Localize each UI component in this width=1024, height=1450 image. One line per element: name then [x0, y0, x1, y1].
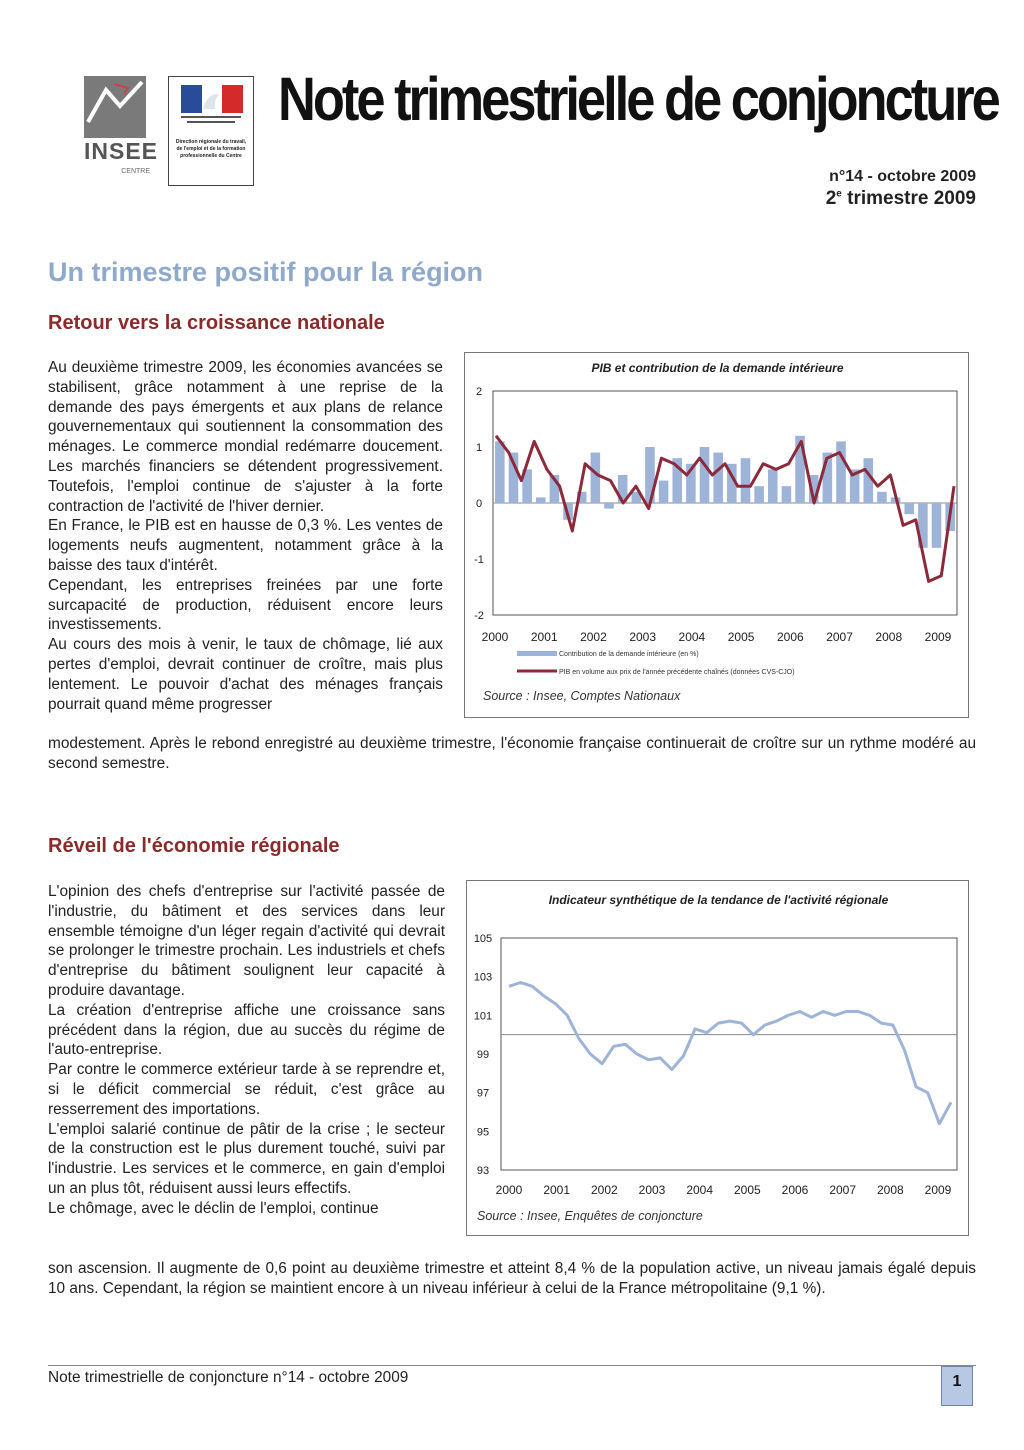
section-heading-croissance-nationale: Retour vers la croissance nationale [48, 312, 385, 334]
section1-column-text [48, 358, 443, 714]
footer-rule [48, 1365, 976, 1366]
legend-label-line: PIB en volume aux prix de l'année précédente chaînés (données CVS-CJO) [559, 669, 795, 676]
plot-area [501, 938, 957, 1170]
y-tick-label: -1 [474, 554, 484, 566]
quarter-label [826, 188, 976, 210]
paragraph: Au deuxième trimestre 2009, les économies avancées se stabilisent, grâce notamment à une reprise de la demande des pays émergents et aux plans de relance gouvernementaux qui soutiennent la consommation des ménages. Le commerce mondial redémarre doucement. Les marchés financiers se détendent progressivement. Toutefois, l'emploi continue de s'ajuster à la forte contraction de l'activité de l'hiver dernier. [48, 359, 443, 515]
y-tick-label: 93 [476, 1165, 490, 1177]
direccte-logo [168, 76, 254, 186]
x-tick-label: 2004 [678, 630, 706, 644]
x-tick-label: 2005 [733, 1183, 761, 1197]
chart-source: Source : Insee, Enquêtes de conjoncture [477, 1209, 703, 1223]
publication-masthead: Note trimestrielle de conjoncture [278, 65, 998, 133]
y-tick-label: 103 [473, 971, 493, 984]
legend-label-bars: Contribution de la demande intérieure (en %) [559, 651, 699, 658]
paragraph: son ascension. Il augmente de 0,6 point au deuxième trimestre et atteint 8,4 % de la population active, un niveau jamais égalé depuis 10 ans. Cependant, la région se maintient encore à un niveau inférieur à celui de la France métropolitaine (9,1 %). [48, 1260, 976, 1297]
bar [782, 486, 792, 503]
footer-text: Note trimestrielle de conjoncture n°14 - octobre 2009 [48, 1369, 409, 1386]
x-tick-label: 2003 [629, 630, 657, 644]
x-tick-label: 2002 [590, 1183, 618, 1197]
bar [713, 453, 723, 503]
x-tick-label: 2004 [686, 1183, 714, 1197]
bar [904, 503, 914, 514]
x-tick-label: 2009 [924, 1183, 952, 1197]
paragraph: modestement. Après le rebond enregistré au deuxième trimestre, l'économie française continuerait de croître sur un rythme modéré au second semestre. [48, 735, 976, 772]
bar [741, 458, 751, 503]
x-tick-label: 2001 [530, 630, 558, 644]
issue-number: n°14 - octobre 2009 [829, 168, 976, 185]
bar [836, 441, 846, 503]
y-tick-label: 1 [475, 442, 483, 454]
insee-logo [84, 76, 159, 178]
y-tick-label: 2 [475, 386, 483, 398]
x-tick-label: 2000 [481, 630, 509, 644]
y-tick-label: 0 [475, 498, 483, 510]
republique-text-lines-icon [173, 115, 249, 127]
activity-chart-frame [466, 880, 969, 1236]
bar [659, 481, 669, 503]
y-tick-label: 99 [476, 1049, 490, 1061]
x-tick-label: 2006 [776, 630, 804, 644]
pib-chart [465, 353, 970, 719]
x-tick-label: 2001 [543, 1183, 571, 1197]
section-heading-economie-regionale: Réveil de l'économie régionale [48, 835, 340, 857]
chart-source: Source : Insee, Comptes Nationaux [483, 689, 681, 703]
x-tick-label: 2002 [580, 630, 607, 644]
bar [536, 497, 546, 503]
chart-title: PIB et contribution de la demande intérieure [591, 361, 844, 375]
page-title: Un trimestre positif pour la région [48, 257, 484, 287]
y-tick-label: 95 [476, 1126, 490, 1139]
paragraph: Cependant, les entreprises freinées par une forte surcapacité de production, réduisent encore leurs investissements. [48, 576, 443, 634]
y-tick-label: 97 [476, 1087, 490, 1100]
republique-francaise-label [173, 115, 249, 128]
paragraph: Au cours des mois à venir, le taux de chômage, lié aux pertes d'emploi, devrait continuer de croître, mais plus lentement. Le pouvoir d'achat des ménages français pourrait quand même progresser [48, 636, 443, 713]
direccte-name: Direction régionale du travail, de l'emploi et de la formation professionnelle du Centre [175, 139, 247, 159]
insee-centre-label: CENTRE [121, 168, 150, 175]
bar [591, 453, 601, 503]
marianne-flag-icon [181, 85, 243, 113]
bar [932, 503, 942, 548]
pib-line [496, 436, 954, 582]
section2-wide-text [48, 1259, 976, 1299]
paragraph: L'opinion des chefs d'entreprise sur l'activité passée de l'industrie, du bâtiment et des services dans leur ensemble témoigne d'un léger regain d'activité qui devrait se prolonger le trimestre prochain. Les industriels et chefs d'entreprise du bâtiment soulignent leur capacité à produire davantage. [48, 883, 445, 999]
x-tick-label: 2008 [876, 1183, 904, 1197]
x-tick-label: 2006 [781, 1183, 809, 1197]
y-tick-label: 101 [473, 1010, 493, 1023]
y-tick-label: 105 [473, 933, 493, 945]
pib-chart-frame [464, 352, 969, 718]
x-tick-label: 2003 [638, 1183, 666, 1197]
paragraph: La création d'entreprise affiche une croissance sans précédent dans la région, due au succès du régime de l'auto-entreprise. [48, 1001, 445, 1059]
x-tick-label: 2000 [495, 1183, 523, 1197]
paragraph: L'emploi salarié continue de pâtir de la crise ; le secteur de la construction est le plus durement touché, suivi par l'industrie. Les services et le commerce, en gain d'emploi un an plus tôt, réduisent aussi leurs effectifs. [48, 1120, 445, 1197]
bar [495, 441, 505, 503]
x-tick-label: 2008 [875, 630, 903, 644]
quarter-text: trimestre 2009 [841, 188, 976, 209]
section1-wide-text [48, 734, 976, 774]
y-tick-label: -2 [474, 610, 484, 622]
x-tick-label: 2007 [829, 1183, 857, 1197]
quarter-superscript: e [836, 188, 842, 200]
bar [700, 447, 710, 503]
bar [877, 492, 887, 503]
bar [754, 486, 764, 503]
insee-wordmark: INSEE [84, 138, 159, 164]
quarter-number: 2 [825, 188, 837, 209]
activity-chart [467, 881, 970, 1237]
activity-line [509, 983, 951, 1124]
page-number: 1 [941, 1366, 973, 1406]
chart-title: Indicateur synthétique de la tendance de l'activité régionale [548, 893, 889, 907]
paragraph: Le chômage, avec le déclin de l'emploi, continue [48, 1199, 379, 1217]
paragraph: En France, le PIB est en hausse de 0,3 %. Les ventes de logements neufs augmentent, notamment grâce à la baisse des taux d'intérêt. [48, 517, 443, 574]
bar [604, 503, 614, 509]
bar [768, 469, 778, 503]
x-tick-label: 2009 [924, 630, 952, 644]
x-tick-label: 2007 [826, 630, 853, 644]
insee-logo-mark-icon [84, 76, 146, 138]
paragraph: Par contre le commerce extérieur tarde à se reprendre et, si le déficit commercial se réduit, c'est grâce au resserrement des importations. [48, 1061, 445, 1118]
section2-column-text [48, 882, 445, 1219]
x-tick-label: 2005 [727, 630, 755, 644]
legend-swatch-bars [517, 651, 557, 656]
